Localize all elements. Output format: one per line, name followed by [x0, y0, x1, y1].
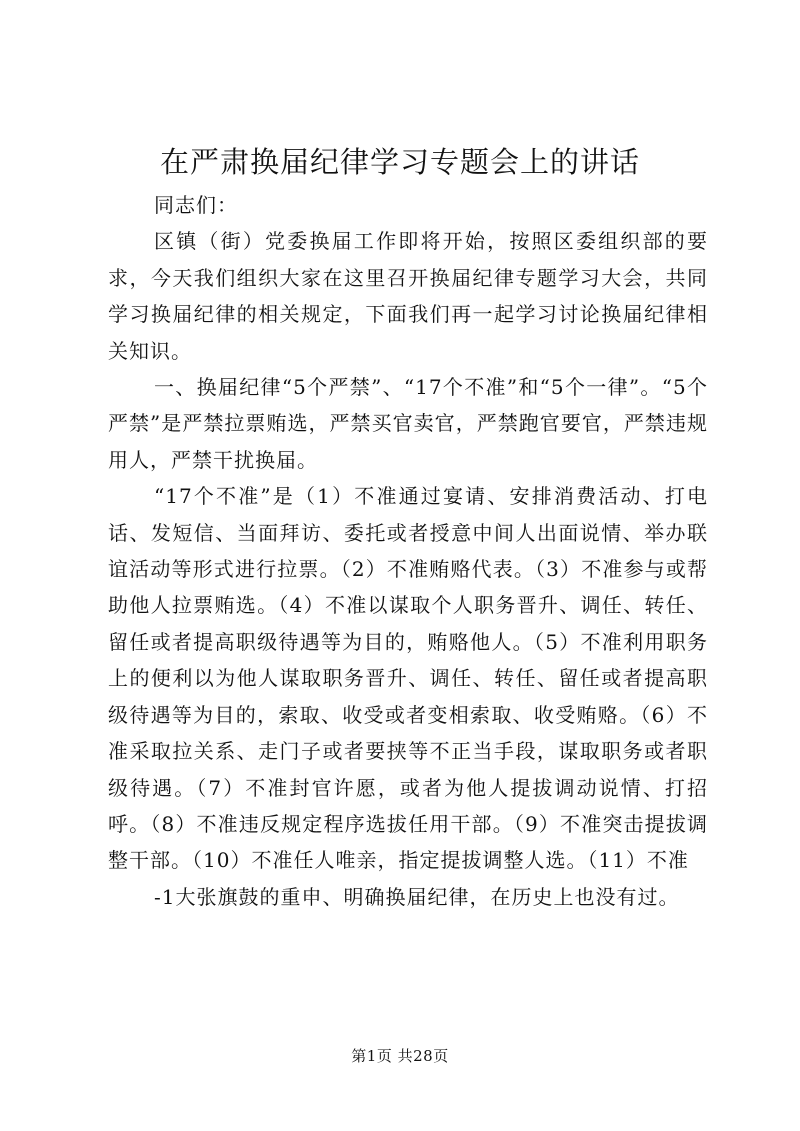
- document-body: [108, 187, 708, 915]
- section-one-paragraph: 一、换届纪律“5个严禁”、“17个不准”和“5个一律”。“5个严禁”是严禁拉票贿选，严禁买官卖官，严禁跑官要官，严禁违规用人，严禁干扰换届。: [108, 375, 708, 472]
- page-footer: 第1页 共28页: [351, 1047, 449, 1065]
- document-title: 在严肃换届纪律学习专题会上的讲话: [159, 145, 640, 179]
- closing-paragraph: -1大张旗鼓的重申、明确换届纪律，在历史上也没有过。: [154, 884, 680, 909]
- rules-paragraph: “17个不准”是（1）不准通过宴请、安排消费活动、打电话、发短信、当面拜访、委托或者授意中间人出面说情、举办联谊活动等形式进行拉票。（2）不准贿赂代表。（3）不准参与或帮助他人拉票贿选。（4）不准以谋取个人职务晋升、调任、转任、留任或者提高职级待遇等为目的，贿赂他人。（5）不准利用职务上的便利以为他人谋取职务晋升、调任、转任、留任或者提高职级待遇等为目的，索取、收受或者变相索取、收受贿赂。（6）不准采取拉关系、走门子或者要挟等不正当手段，谋取职务或者职级待遇。（7）不准封官许愿，或者为他人提拔调动说情、打招呼。（8）不准违反规定程序选拔任用干部。（9）不准突击提拔调整干部。（10）不准任人唯亲，指定提拔调整人选。（11）不准: [108, 484, 708, 873]
- intro-paragraph: 区镇（街）党委换届工作即将开始，按照区委组织部的要求，今天我们组织大家在这里召开换届纪律专题学习大会，共同学习换届纪律的相关规定，下面我们再一起学习讨论换届纪律相关知识。: [108, 229, 708, 363]
- salutation-paragraph: 同志们：: [154, 193, 238, 217]
